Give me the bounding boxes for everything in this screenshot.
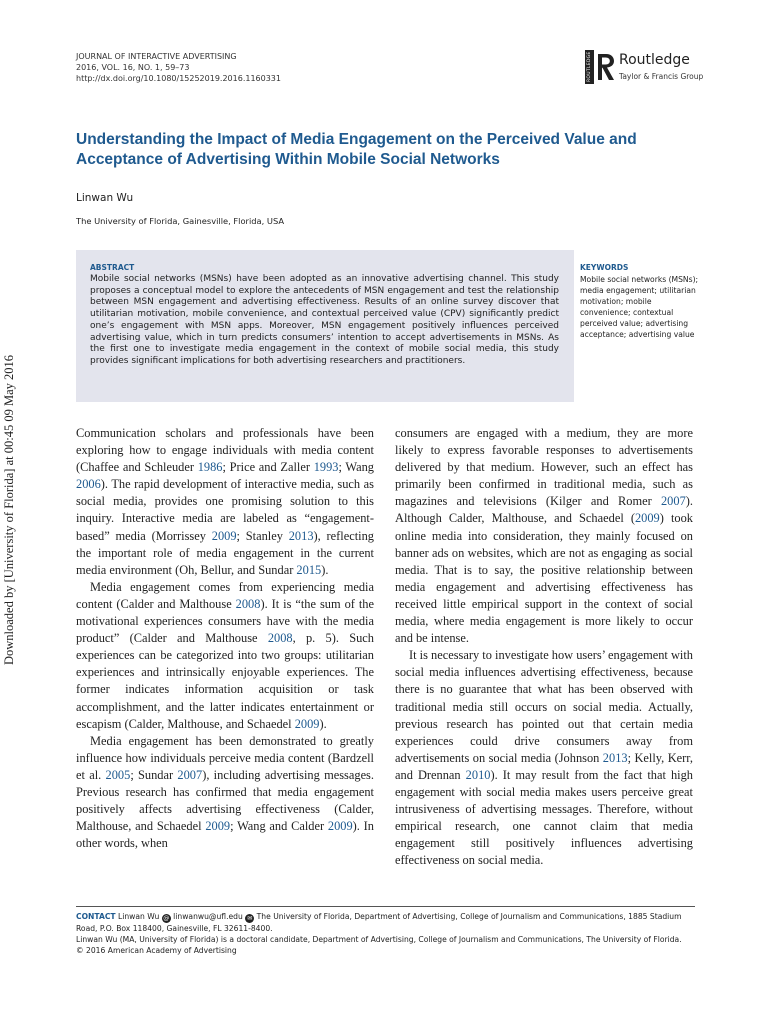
paragraph-text: ), including advertising messages. Previous research has confirmed that media engagement positively affects advertising effectiveness (Calder, Malthouse, and Schaedel [76,767,374,834]
paragraph-text: ). In other words, when [76,819,374,851]
body-paragraph [76,425,374,579]
doi-link[interactable]: http://dx.doi.org/10.1080/15252019.2016.1160331 [76,74,281,83]
citation-link[interactable]: 2009 [205,819,231,834]
citation-link[interactable]: 2009 [327,819,353,834]
routledge-r-icon [596,52,616,82]
citation-link[interactable]: 2010 [465,767,491,782]
contact-line [76,911,696,934]
paragraph-text: , p. 5). Such experiences can be categorized into two groups: utilitarian experiences and intrinsically enjoyable experiences. The former indicates information acquisition or task accomplishment, and the latter indicates entertainment or escapism (Calder, Malthouse, and Schaedel [76,631,375,731]
article-title: Understanding the Impact of Media Engagement on the Perceived Value and Acceptance of Advertising Within Mobile Social Networks [76,131,637,168]
abstract-text: Mobile social networks (MSNs) have been adopted as an innovative advertising channel. This study proposes a conceptual model to explore the antecedents of MSN engagement and test the relationship between MSN engagement and advertising effectiveness. Results of an online survey discover that utilitarian motivation, mobile convenience, and contextual perceived value (CPV) significantly predict one’s engagement with MSN apps. Moreover, MSN engagement positively influences perceived advertising value, which in turn predicts consumers’ intention to accept advertisements in MSNs. As the first one to investigate media engagement in the context of mobile social media, this study provides significant implications for both advertising researchers and practitioners. [90,274,559,366]
email-icon: @ [163,915,170,922]
footer-notes [76,911,696,957]
body-paragraph [395,425,693,647]
paragraph-text: ; Price and Zaller [222,460,314,475]
citation-link[interactable]: 2009 [634,511,660,526]
citation-link[interactable]: 2007 [177,767,203,782]
paragraph-text: ). [321,562,329,577]
citation-link[interactable]: 2007 [660,494,686,509]
citation-link[interactable]: 2013 [602,750,628,765]
citation-link[interactable]: 1986 [197,460,223,475]
download-notice-text: Downloaded by [University of Florida] at 00:45 09 May 2016 [2,355,16,666]
citation-link[interactable]: 2008 [235,596,261,611]
paragraph-text: Media engagement has been demonstrated to greatly influence how individuals perceive media content (Bardzell et al. [76,733,374,782]
paragraph-text: consumers are engaged with a medium, they are more likely to express favorable responses to advertisements delivered by that medium. However, such an effect has primarily been confirmed in traditional media, such as magazines and televisions (Kilger and Romer [395,426,693,509]
contact-name: Linwan Wu [118,912,160,921]
paragraph-text: ). It may result from the fact that high engagement with social media makes users perceive great intrusiveness of advertising messages. Therefore, without empirical research, one cannot claim that media engagement still positively influences advertising effectiveness on social media. [395,767,693,868]
paragraph-text: Communication scholars and professionals have been exploring how to engage individuals with media content (Chaffee and Schleuder [76,426,374,475]
citation-link[interactable]: 1993 [313,460,339,475]
abstract-heading: ABSTRACT [90,263,135,272]
paragraph-text: ). It is “the sum of the motivational experiences consumers have with the media product” (Calder and Malthouse [76,596,374,646]
citation-link[interactable]: 2013 [288,528,314,543]
citation-link[interactable]: 2005 [105,767,131,782]
paragraph-text: ; Kelly, Kerr, and Drennan [395,750,694,782]
publisher-group: Taylor & Francis Group [619,72,704,81]
author-bio: Linwan Wu (MA, University of Florida) is a doctoral candidate, Department of Advertising, College of Journalism and Communications, The University of Florida. [76,935,682,945]
keywords-heading: KEYWORDS [580,263,629,272]
body-column-right [395,425,693,869]
paragraph-text: ; Wang [338,460,374,475]
publisher-name: Routledge [619,52,690,68]
publisher-bar: ROUTLEDGE [587,51,592,83]
download-notice [2,355,16,685]
citation-link[interactable]: 2015 [296,562,322,577]
paragraph-text: ; Stanley [236,528,289,543]
citation-link[interactable]: 2009 [294,716,320,731]
body-column-left [76,425,374,852]
contact-email[interactable]: linwanwu@ufl.edu [173,912,243,921]
paragraph-text: Media engagement comes from experiencing media content (Calder and Malthouse [76,579,374,611]
body-paragraph [395,647,693,869]
body-paragraph [76,733,374,853]
body-paragraph [76,579,374,733]
paragraph-text: ). The rapid development of interactive media, such as social media, provides one promising solution to this inquiry. Interactive media are labeled as “engagement-based” media (Morrissey [76,477,374,543]
citation-link[interactable]: 2009 [211,528,237,543]
footer-divider [76,906,695,907]
address-icon: ✉ [247,915,253,922]
paragraph-text: ). Although Calder, Malthouse, and Schaedel ( [395,494,693,526]
citation-link[interactable]: 2008 [267,631,293,646]
keywords-text: Mobile social networks (MSNs); media engagement; utilitarian motivation; mobile convenience; contextual perceived value; advertising acceptance; advertising value [580,275,699,339]
author-affiliation: The University of Florida, Gainesville, Florida, USA [76,216,285,226]
author-name: Linwan Wu [76,192,134,204]
paragraph-text: ). [319,716,327,731]
contact-label: CONTACT [76,912,116,921]
journal-header [76,51,281,84]
publisher-logo [585,48,705,88]
journal-name: JOURNAL OF INTERACTIVE ADVERTISING [76,52,237,61]
paragraph-text: ; Wang and Calder [230,819,328,834]
paragraph-text: ; Sundar [130,767,178,782]
paragraph-text: It is necessary to investigate how users’ engagement with social media influences advertising effectiveness, because there is no guarantee that what has been observed with traditional media still occurs on social media. Actually, previous research has pointed out that certain media experiences could drive consumers away from advertisements on social media (Johnson [395,648,693,765]
contact-address: The University of Florida, Department of Advertising, College of Journalism and Communications, 1885 Stadium Road, P.O. Box 118400, Gainesville, FL 32611-8400. [76,912,682,933]
volume-line: 2016, VOL. 16, NO. 1, 59–73 [76,63,190,72]
citation-link[interactable]: 2006 [76,477,101,492]
copyright: © 2016 American Academy of Advertising [76,946,237,956]
paragraph-text: ) took online media into consideration, they mainly focused on banner ads on websites, which are not as engaging as social media. That is to say, the positive relationship between media engagement and advertising effectiveness has received little empirical support in the context of social media, where media engagement is more likely to occur and be intense. [395,511,693,646]
paragraph-text: ), reflecting the important role of media engagement in the current media environment (Oh, Bellur, and Sundar [76,528,375,577]
